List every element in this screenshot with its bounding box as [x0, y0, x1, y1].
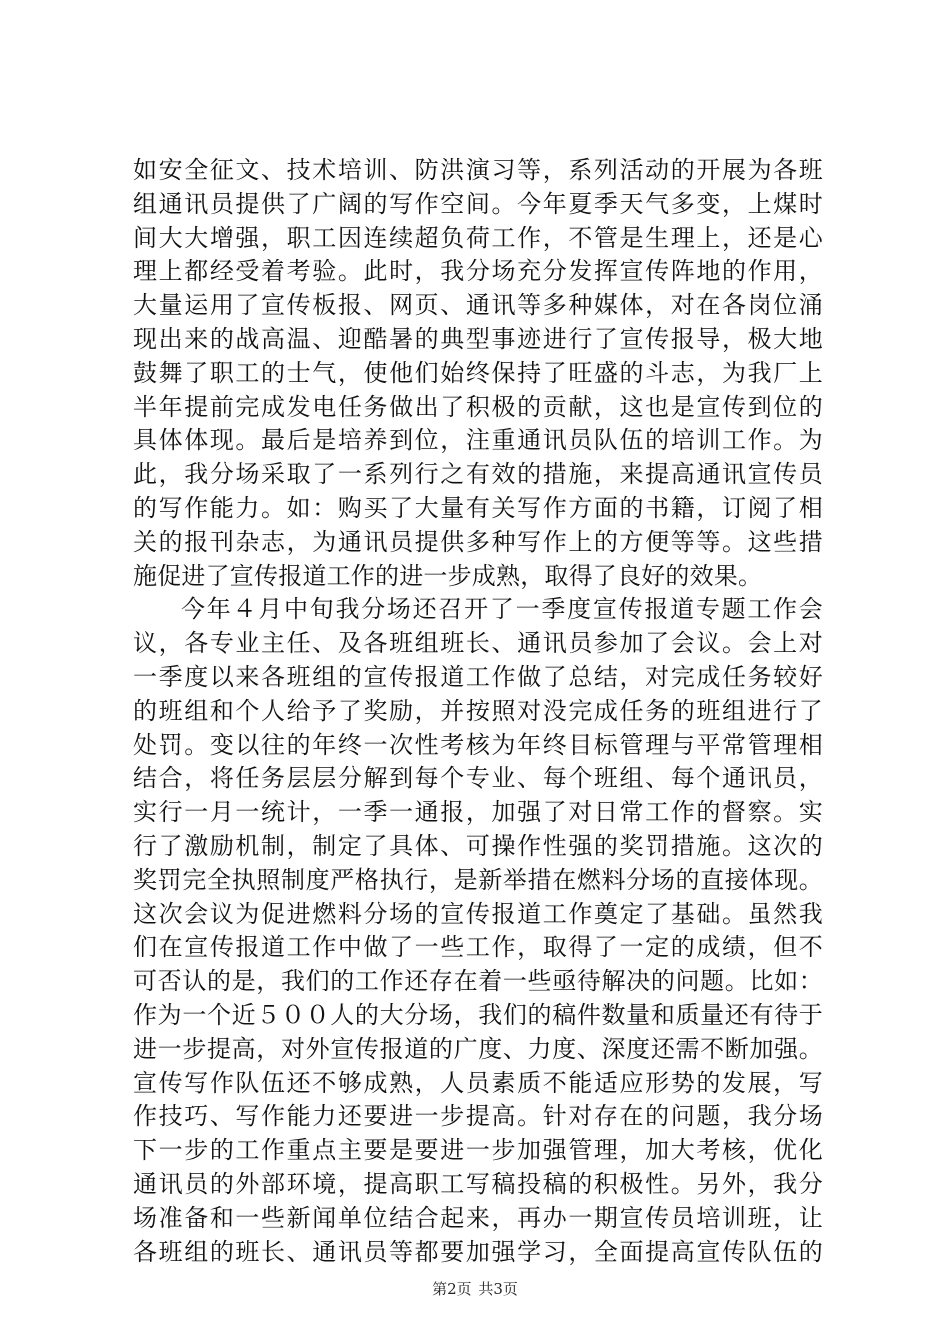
text-line: 作技巧、写作能力还要进一步提高。针对存在的问题，我分场: [133, 1102, 823, 1131]
text-line: 结合，将任务层层分解到每个专业、每个班组、每个通讯员，: [133, 764, 823, 793]
text-line: 的写作能力。如：购买了大量有关写作方面的书籍，订阅了相: [133, 493, 823, 522]
text-line: 下一步的工作重点主要是要进一步加强管理，加大考核，优化: [133, 1136, 823, 1165]
text-line: 作为一个近５００人的大分场，我们的稿件数量和质量还有待于: [133, 1000, 823, 1029]
text-line: 如安全征文、技术培训、防洪演习等，系列活动的开展为各班: [133, 156, 823, 184]
text-line: 的班组和个人给予了奖励，并按照对没完成任务的班组进行了: [133, 696, 823, 725]
text-line: 此，我分场采取了一系列行之有效的措施，来提高通讯宣传员: [133, 460, 823, 489]
text-line: 各班组的班长、通讯员等都要加强学习，全面提高宣传队伍的: [133, 1237, 823, 1266]
text-line: 可否认的是，我们的工作还存在着一些亟待解决的问题。比如：: [133, 967, 823, 996]
text-line: 这次会议为促进燃料分场的宣传报道工作奠定了基础。虽然我: [133, 899, 823, 928]
text-line: 间大大增强，职工因连续超负荷工作，不管是生理上，还是心: [133, 223, 823, 252]
text-line: 半年提前完成发电任务做出了积极的贡献，这也是宣传到位的: [133, 392, 823, 421]
text-line: 一季度以来各班组的宣传报道工作做了总结，对完成任务较好: [133, 662, 823, 691]
text-line: 理上都经受着考验。此时，我分场充分发挥宣传阵地的作用，: [133, 257, 823, 286]
text-line: 鼓舞了职工的士气，使他们始终保持了旺盛的斗志，为我厂上: [133, 358, 823, 387]
text-line: 关的报刊杂志，为通讯员提供多种写作上的方便等等。这些措: [133, 527, 823, 556]
text-line: 宣传写作队伍还不够成熟，人员素质不能适应形势的发展，写: [133, 1068, 823, 1097]
text-line: 场准备和一些新闻单位结合起来，再办一期宣传员培训班，让: [133, 1203, 823, 1232]
paragraph-start-line: 今年４月中旬我分场还召开了一季度宣传报道专题工作会: [181, 595, 823, 624]
text-line: 们在宣传报道工作中做了一些工作，取得了一定的成绩，但不: [133, 933, 823, 962]
text-line: 议，各专业主任、及各班组班长、通讯员参加了会议。会上对: [133, 629, 823, 658]
text-line: 行了激励机制，制定了具体、可操作性强的奖罚措施。这次的: [133, 831, 823, 860]
text-line: 具体体现。最后是培养到位，注重通讯员队伍的培训工作。为: [133, 426, 823, 455]
text-line: 现出来的战高温、迎酷暑的典型事迹进行了宣传报导，极大地: [133, 324, 823, 353]
paragraph-end-line: 施促进了宣传报道工作的进一步成熟，取得了良好的效果。: [133, 561, 763, 590]
document-body: [133, 154, 823, 1269]
text-line: 奖罚完全执照制度严格执行，是新举措在燃料分场的直接体现。: [133, 865, 823, 894]
text-line: 处罚。变以往的年终一次性考核为年终目标管理与平常管理相: [133, 730, 823, 759]
text-line: 大量运用了宣传板报、网页、通讯等多种媒体，对在各岗位涌: [133, 291, 823, 320]
text-line: 实行一月一统计，一季一通报，加强了对日常工作的督察。实: [133, 798, 823, 827]
text-line: 组通讯员提供了广阔的写作空间。今年夏季天气多变，上煤时: [133, 189, 823, 218]
text-line: 通讯员的外部环境，提高职工写稿投稿的积极性。另外，我分: [133, 1169, 823, 1198]
text-line: 进一步提高，对外宣传报道的广度、力度、深度还需不断加强。: [133, 1034, 823, 1063]
page-number-footer: 第2页 共3页: [432, 1280, 518, 1298]
